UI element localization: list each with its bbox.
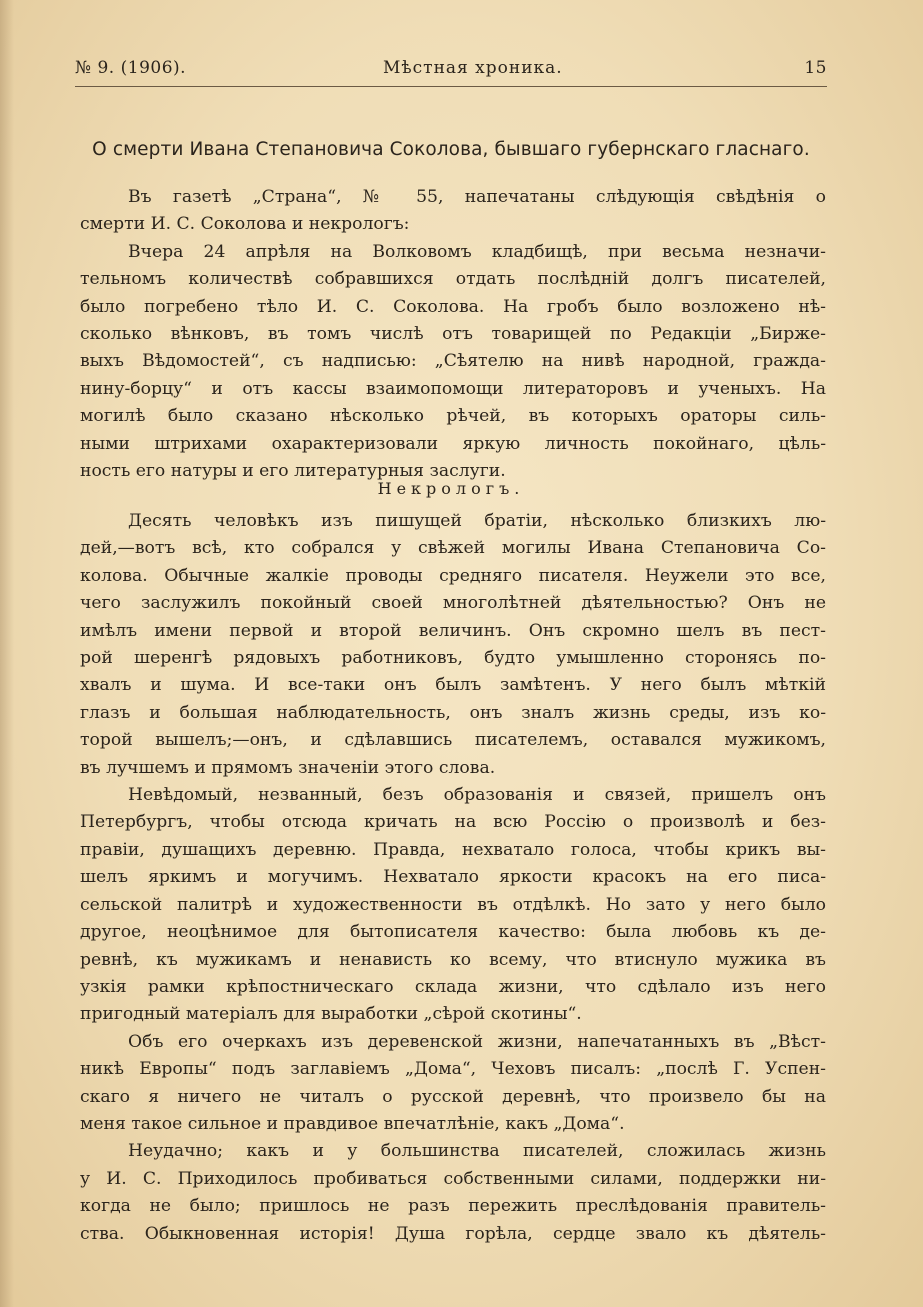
text-line: ревнѣ, къ мужикамъ и ненависть ко всему, что втиснуло мужика въ [80,949,826,970]
running-head [75,58,827,84]
text-line: когда не было; пришлось не разъ пережить преслѣдованія правитель- [80,1196,826,1217]
text-line: ными штрихами охарактеризовали яркую личность покойнаго, цѣль- [80,433,826,454]
text-line: никѣ Европы“ подъ заглавіемъ „Дома“, Чеховъ писалъ: „послѣ Г. Успен- [80,1059,826,1080]
text-line: въ лучшемъ и прямомъ значеніи этого слова. [80,757,496,778]
text-line: могилѣ было сказано нѣсколько рѣчей, въ которыхъ ораторы силь- [80,406,826,427]
text-line: хвалъ и шума. И все-таки онъ былъ замѣтенъ. У него былъ мѣткій [80,675,826,696]
page-number: 15 [804,58,827,78]
text-line: узкія рамки крѣпостническаго склада жизни, что сдѣлало изъ него [80,976,826,997]
text-line: чего заслужилъ покойный своей многолѣтней дѣятельностью? Онъ не [80,593,826,614]
text-line: сколько вѣнковъ, въ томъ числѣ отъ товарищей по Редакціи „Бирже- [80,324,826,345]
text-line: Объ его очеркахъ изъ деревенской жизни, напечатанныхъ въ „Вѣст- [128,1031,826,1052]
intro-text [80,184,826,485]
header-rule [75,86,827,87]
article-title: О смерти Ивана Степановича Соколова, бывшаго губернскаго гласнаго. [92,139,810,160]
text-line: правіи, душащихъ деревню. Правда, нехватало голоса, чтобы крикъ вы- [80,839,826,860]
text-line: Десять человѣкъ изъ пишущей братіи, нѣсколько близкихъ лю- [128,511,826,531]
section-heading: Некрологъ. [377,479,525,498]
text-line: меня такое сильное и правдивое впечатлѣніе, какъ „Дома“. [80,1113,625,1134]
text-line: глазъ и большая наблюдательность, онъ зналъ жизнь среды, изъ ко- [80,702,826,723]
text-line: ность его натуры и его литературныя заслуги. [80,461,506,482]
text-line: нину-борцу“ и отъ кассы взаимопомощи литераторовъ и ученыхъ. На [80,378,826,399]
text-line: Петербургъ, чтобы отсюда кричать на всю Россію о произволѣ и без- [80,812,826,833]
text-line: пригодный матеріалъ для выработки „сѣрой скотины“. [80,1004,582,1025]
text-line: дей,—вотъ всѣ, кто собрался у свѣжей могилы Ивана Степановича Со- [80,538,826,559]
text-line: смерти И. С. Соколова и некрологъ: [80,214,410,235]
page-left-edge-shadow [0,0,14,1307]
text-line: Вчера 24 апрѣля на Волковомъ кладбищѣ, при весьма незначи- [128,241,826,262]
section-name: Мѣстная хроника. [383,58,563,78]
text-line: торой вышелъ;—онъ, и сдѣлавшись писателемъ, оставался мужикомъ, [80,730,826,751]
text-line: Въ газетѣ „Страна“, № 55, напечатаны слѣдующія свѣдѣнія о [128,187,826,207]
necrology-text [80,508,826,1248]
text-line: было погребено тѣло И. С. Соколова. На гробъ было возложено нѣ- [80,296,826,317]
text-line: ства. Обыкновенная исторія! Душа горѣла, сердце звало къ дѣятель- [80,1223,826,1244]
text-line: шелъ яркимъ и могучимъ. Нехватало яркости красокъ на его писа- [80,867,826,888]
issue-number: № 9. (1906). [75,58,187,78]
text-line: колова. Обычные жалкіе проводы средняго писателя. Неужели это все, [80,565,826,586]
text-line: рой шеренгѣ рядовыхъ работниковъ, будто умышленно сторонясь по- [80,648,826,669]
text-line: имѣлъ имени первой и второй величинъ. Онъ скромно шелъ въ пест- [80,620,826,641]
text-line: Неудачно; какъ и у большинства писателей, сложилась жизнь [128,1141,826,1162]
text-line: Невѣдомый, незванный, безъ образованія и связей, пришелъ онъ [128,785,826,806]
text-line: выхъ Вѣдомостей“, съ надписью: „Сѣятелю на нивѣ народной, гражда- [80,351,826,372]
text-line: сельской палитрѣ и художественности въ отдѣлкѣ. Но зато у него было [80,894,826,915]
text-line: у И. С. Приходилось пробиваться собственными силами, поддержки ни- [80,1168,826,1189]
text-line: тельномъ количествѣ собравшихся отдать послѣдній долгъ писателей, [80,269,826,290]
text-line: другое, неоцѣнимое для бытописателя качество: была любовь къ де- [80,922,826,943]
text-line: скаго я ничего не читалъ о русской деревнѣ, что произвело бы на [80,1086,826,1107]
